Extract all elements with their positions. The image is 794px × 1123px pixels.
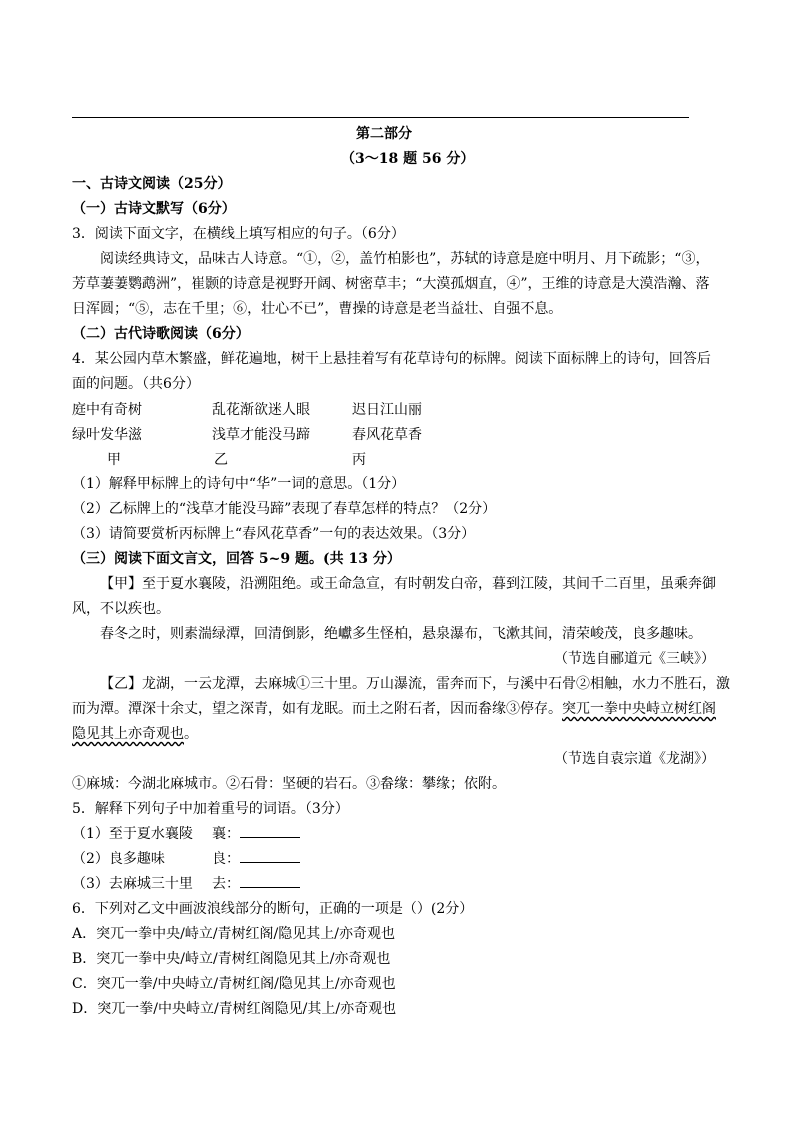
subsection3-title: （三）阅读下面文言文，回答 5~9 题。(共 13 分） — [72, 551, 401, 567]
q6-option-b[interactable]: B．突兀一拳中央/峙立/青树红阁隐见其上/亦奇观也 — [72, 951, 391, 967]
q3-passage-line: 日浑圆；“⑤，志在千里；⑥，壮心不已”，曹操的诗意是老当益壮、自强不息。 — [72, 301, 563, 317]
q6-option-a[interactable]: A．突兀一拳中央/峙立/青树红阁/隐见其上/亦奇观也 — [72, 926, 395, 942]
plaque-jia-line2: 绿叶发华滋 — [72, 427, 142, 443]
plaque-jia-label: 甲 — [107, 452, 121, 468]
q5-item-text: （1）至于夏水襄陵 — [72, 826, 193, 842]
section-title: 一、古诗文阅读（25分） — [72, 176, 232, 192]
passage-yi-line: 【乙】龙湖，一云龙潭，去麻城①三十里。万山瀑流，雷奔而下，与溪中石骨②相触，水力不胜石，激 — [100, 676, 730, 692]
q5-stem: 5．解释下列句子中加着重号的词语。（3分） — [72, 801, 349, 817]
footnotes: ①麻城：今湖北麻城市。②石骨：坚硬的岩石。③畚缘：攀缘；依附。 — [72, 776, 506, 792]
q6-option-d[interactable]: D．突兀一拳/中央峙立/青树红阁隐见/其上/亦奇观也 — [72, 1001, 397, 1017]
wavy-underlined-text: 隐见其上亦奇观也 — [72, 726, 184, 742]
q3-stem: 3．阅读下面文字，在横线上填写相应的句子。（6分） — [72, 226, 405, 242]
answer-blank[interactable] — [240, 825, 300, 838]
q5-item — [72, 850, 300, 868]
q5-item-text: （3）去麻城三十里 — [72, 876, 193, 892]
q4-subquestion-2: （2）乙标牌上的“浅草才能没马蹄”表现了春草怎样的特点？（2分） — [72, 501, 497, 517]
plaque-yi-line1: 乱花渐欲迷人眼 — [212, 402, 310, 418]
answer-blank[interactable] — [240, 850, 300, 863]
passage-yi-text: 而为潭。潭深十余丈，望之深青，如有龙眠。而土之附石者，因而畚缘③停存。 — [72, 701, 562, 717]
part-subtitle: （3～18 题 56 分） — [341, 151, 475, 167]
q3-passage-line: 芳草萋萋鹦鹉洲”，崔颢的诗意是视野开阔、树密草丰；“大漠孤烟直，④”，王维的诗意是大漠浩瀚、落 — [72, 276, 710, 292]
plaque-yi-line2: 浅草才能没马蹄 — [212, 427, 310, 443]
q4-stem-line: 4．某公园内草木繁盛，鲜花遍地，树干上悬挂着写有花草诗句的标牌。阅读下面标牌上的诗句，回答后 — [72, 351, 711, 367]
q3-passage-line: 阅读经典诗文，品味古人诗意。“①，②，盖竹柏影也”，苏轼的诗意是庭中明月、月下疏影；“③， — [100, 251, 710, 267]
passage-yi-line — [72, 700, 716, 718]
q5-item-text: （2）良多趣味 — [72, 851, 165, 867]
passage-yi-text: 。 — [184, 726, 198, 742]
header-rule — [72, 117, 689, 118]
subsection1-title: （一）古诗文默写（6分） — [72, 201, 236, 217]
plaque-jia-line1: 庭中有奇树 — [72, 402, 142, 418]
passage-jia-line: 风，不以疾也。 — [72, 601, 170, 617]
q6-option-c[interactable]: C．突兀一拳/中央峙立/青树红阁/隐见其上/亦奇观也 — [72, 976, 396, 992]
q6-stem: 6．下列对乙文中画波浪线部分的断句，正确的一项是（）(2分） — [72, 901, 474, 917]
subsection2-title: （二）古代诗歌阅读（6分） — [72, 326, 250, 342]
plaque-bing-label: 丙 — [352, 452, 366, 468]
passage-jia-source: （节选自郦道元《三峡》） — [554, 651, 715, 667]
passage-yi-line — [72, 725, 198, 743]
plaque-bing-line2: 春风花草香 — [352, 427, 422, 443]
plaque-yi-label: 乙 — [214, 452, 228, 468]
q4-subquestion-1: （1）解释甲标牌上的诗句中“华”一词的意思。（1分） — [72, 476, 406, 492]
passage-jia-line: 【甲】至于夏水襄陵，沿溯阻绝。或王命急宣，有时朝发白帝，暮到江陵，其间千二百里，虽乘奔御 — [100, 576, 716, 592]
passage-yi-source: （节选自袁宗道《龙湖》） — [554, 751, 715, 767]
q4-stem-line: 面的问题。（共6分） — [72, 376, 200, 392]
q5-item — [72, 875, 300, 893]
part-title: 第二部分 — [356, 126, 412, 142]
q5-item — [72, 825, 300, 843]
wavy-underlined-text: 突兀一拳中央峙立树红阁 — [562, 701, 716, 717]
q4-subquestion-3: （3）请简要赏析丙标牌上“春风花草香”一句的表达效果。（3分） — [72, 526, 476, 542]
answer-blank[interactable] — [240, 875, 300, 888]
plaque-bing-line1: 迟日江山丽 — [352, 402, 422, 418]
passage-jia-line: 春冬之时，则素湍绿潭，回清倒影，绝巘多生怪柏，悬泉瀑布，飞漱其间，清荣峻茂，良多趣味。 — [100, 626, 702, 642]
q5-item-char: 良： — [212, 851, 240, 867]
q5-item-char: 去： — [212, 876, 240, 892]
q5-item-char: 襄： — [212, 826, 240, 842]
